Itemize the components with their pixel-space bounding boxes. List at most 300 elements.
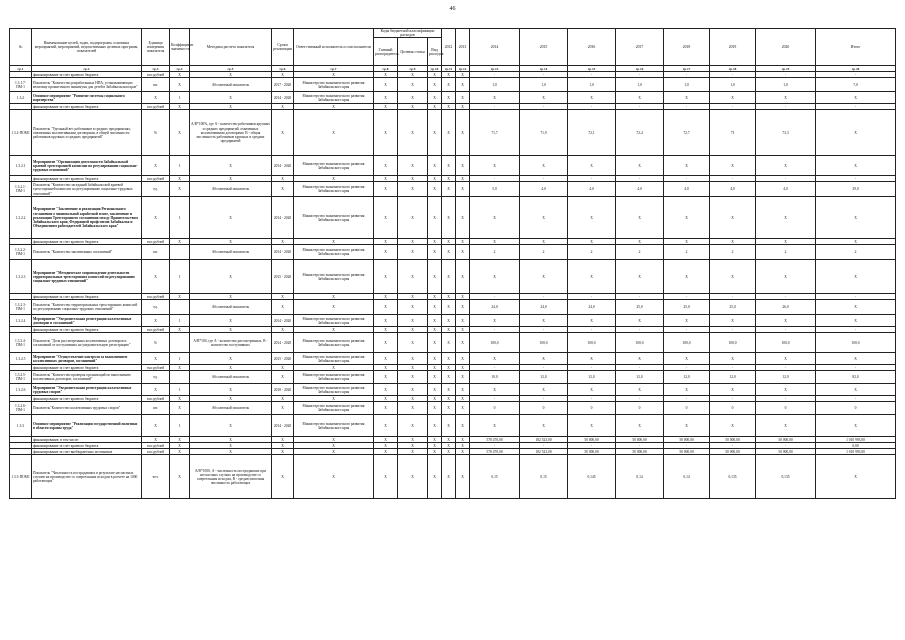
table-cell: 2 — [568, 245, 616, 260]
table-cell: 73,3 — [756, 110, 816, 156]
table-cell: 50 000,00 — [664, 437, 710, 443]
table-cell: X — [470, 353, 520, 365]
indicator-row — [10, 402, 896, 415]
table-cell: 1 — [170, 156, 190, 176]
table-cell: X — [398, 176, 428, 182]
table-cell: финансирование за счет краевого бюджета — [32, 396, 142, 402]
table-cell: X — [398, 78, 428, 92]
table-cell: 10,0 — [470, 371, 520, 384]
table-cell: X — [398, 443, 428, 449]
table-cell: 0 — [470, 402, 520, 415]
table-cell: X — [456, 455, 470, 499]
table-cell: 100,0 — [520, 333, 568, 353]
table-cell: X — [710, 315, 756, 327]
table-cell: 2014 - 2020 — [272, 92, 294, 104]
header-vr: Вид расходов — [428, 38, 442, 66]
table-cell: Министерство экономического развития Забайкальского края — [294, 415, 374, 437]
table-cell: X — [442, 156, 456, 176]
table-cell: X — [756, 353, 816, 365]
table-cell: 50 000,00 — [710, 449, 756, 455]
table-cell: X — [170, 455, 190, 499]
table-cell: X — [170, 176, 190, 182]
table-cell: X — [456, 415, 470, 437]
table-cell: X — [398, 327, 428, 333]
indicator-row — [10, 333, 896, 353]
table-cell: Министерство экономического развития Забайкальского края — [294, 371, 374, 384]
table-cell: 71,9 — [520, 110, 568, 156]
table-cell: X — [456, 300, 470, 315]
table-cell: X — [190, 384, 272, 396]
table-cell: Абсолютный показатель — [190, 402, 272, 415]
table-cell: 0,145 — [568, 455, 616, 499]
measure-row — [10, 92, 896, 104]
table-cell: финансирование за счет краевого бюджета — [32, 104, 142, 110]
table-cell: - — [470, 396, 520, 402]
table-cell: X — [374, 294, 398, 300]
table-cell: X — [428, 72, 442, 78]
table-cell: X — [190, 396, 272, 402]
table-cell: - — [710, 396, 756, 402]
table-cell: X — [442, 92, 456, 104]
table-cell: 2 — [816, 245, 896, 260]
table-cell: X — [428, 402, 442, 415]
table-cell: X — [190, 365, 272, 371]
table-cell: 1.3.2.5-ПМ-1 — [10, 371, 32, 384]
table-cell: X — [294, 449, 374, 455]
table-cell: 25,0 — [710, 300, 756, 315]
table-cell: X — [456, 365, 470, 371]
table-cell: X — [710, 156, 756, 176]
table-cell: X — [170, 365, 190, 371]
table-cell: % — [142, 333, 170, 353]
table-cell: X — [190, 92, 272, 104]
table-cell: финансирование за счет краевого бюджета — [32, 365, 142, 371]
table-cell: 0 — [568, 402, 616, 415]
table-cell: X — [398, 104, 428, 110]
header-2012: 2012 — [442, 29, 456, 66]
table-cell: 1.3.3 — [10, 415, 32, 437]
table-cell: 100,0 — [710, 333, 756, 353]
table-cell: X — [272, 449, 294, 455]
header-codes: Коды бюджетной классификации расходов — [374, 29, 442, 38]
table-cell: - — [816, 365, 896, 371]
header-unit: Единица измерения показателя — [142, 29, 170, 66]
table-cell: X — [398, 455, 428, 499]
table-cell: X — [428, 365, 442, 371]
table-cell: X — [294, 110, 374, 156]
table-cell: X — [170, 72, 190, 78]
table-cell: 1.3.2.1 — [10, 156, 32, 176]
table-cell: чел. — [142, 455, 170, 499]
indicator-row — [10, 182, 896, 197]
table-cell: X — [456, 443, 470, 449]
header-2015: 2015 — [520, 29, 568, 66]
table-cell: X — [190, 353, 272, 365]
table-cell: - — [568, 443, 616, 449]
table-cell: - — [710, 443, 756, 449]
table-cell: X — [374, 72, 398, 78]
table-cell: X — [374, 415, 398, 437]
table-cell: Показатель"Количество коллективных трудовых споров" — [32, 402, 142, 415]
header-csr: Целевая статья — [398, 38, 428, 66]
table-cell: шт. — [142, 245, 170, 260]
table-cell: X — [272, 437, 294, 443]
program-table-container — [9, 28, 895, 499]
table-cell: тыс.рублей — [142, 239, 170, 245]
table-cell: X — [190, 197, 272, 239]
table-cell: Министерство экономического развития Забайкальского края — [294, 245, 374, 260]
table-cell: X — [170, 396, 190, 402]
table-cell: 0,15 — [470, 455, 520, 499]
table-cell: - — [756, 443, 816, 449]
table-cell: X — [756, 384, 816, 396]
table-cell: - — [568, 396, 616, 402]
table-cell: 182 523,00 — [520, 449, 568, 455]
table-cell: 100,0 — [568, 333, 616, 353]
table-cell: X — [456, 176, 470, 182]
table-cell: X — [616, 156, 664, 176]
measure-row — [10, 197, 896, 239]
table-cell: - — [616, 176, 664, 182]
table-cell: X — [398, 315, 428, 327]
table-cell: 4,0 — [710, 182, 756, 197]
table-cell: - — [616, 365, 664, 371]
table-cell: ед. — [142, 371, 170, 384]
table-cell: X — [456, 110, 470, 156]
table-cell: X — [272, 396, 294, 402]
table-cell: 1.3.2.3 — [10, 260, 32, 294]
table-cell: - — [664, 294, 710, 300]
table-cell: Мероприятие "Методическое сопровождение деятельности территориальных трехсторонних комиссий по регулированию социально-трудовых отношений" — [32, 260, 142, 294]
table-cell: X — [442, 315, 456, 327]
table-cell: X — [374, 327, 398, 333]
table-cell: X — [272, 300, 294, 315]
table-cell: - — [664, 176, 710, 182]
table-cell: - — [520, 294, 568, 300]
table-cell: 1,0 — [756, 78, 816, 92]
table-cell: X — [816, 315, 896, 327]
table-cell: X — [442, 300, 456, 315]
table-cell: X — [374, 110, 398, 156]
table-cell: X — [428, 415, 442, 437]
table-cell: X — [294, 455, 374, 499]
table-cell: X — [398, 110, 428, 156]
table-cell: X — [294, 443, 374, 449]
table-cell: X — [170, 78, 190, 92]
table-cell: X — [428, 300, 442, 315]
table-cell: X — [374, 78, 398, 92]
table-cell: Показатель "Количество разработанных НПА, устанавливающих величину прожиточного минимума для детей в Забайкальском крае" — [32, 78, 142, 92]
table-cell: - — [568, 72, 616, 78]
table-cell: X — [142, 92, 170, 104]
measure-row — [10, 260, 896, 294]
table-cell: 2015 - 2020 — [272, 353, 294, 365]
table-cell: 72,4 — [616, 110, 664, 156]
table-cell: X — [428, 437, 442, 443]
table-cell: X — [398, 72, 428, 78]
table-cell: X — [616, 415, 664, 437]
table-cell: 0,14 — [616, 455, 664, 499]
table-cell: X — [664, 315, 710, 327]
table-cell: финансирование за счет краевого бюджета — [32, 176, 142, 182]
indicator-row — [10, 455, 896, 499]
table-cell: Министерство экономического развития Забайкальского края — [294, 182, 374, 197]
table-cell: - — [568, 327, 616, 333]
header-name: Наименование целей, задач, подпрограмм, основных мероприятий, мероприятий, ведомственных целевых программ, показателей — [32, 29, 142, 66]
table-cell: X — [398, 371, 428, 384]
table-cell: X — [442, 333, 456, 353]
table-cell: 73 — [710, 110, 756, 156]
table-cell: X — [456, 402, 470, 415]
table-cell: X — [170, 182, 190, 197]
table-cell: X — [442, 110, 456, 156]
table-cell: 12,0 — [664, 371, 710, 384]
table-cell: X — [816, 300, 896, 315]
table-cell: X — [456, 104, 470, 110]
table-cell: 0 — [520, 402, 568, 415]
table-cell: X — [428, 443, 442, 449]
table-cell: X — [398, 353, 428, 365]
table-cell: X — [398, 92, 428, 104]
table-cell: - — [664, 443, 710, 449]
table-cell: X — [428, 333, 442, 353]
table-cell: Показатель "Количество заседаний Забайкальской краевой трехсторонней комиссии по регулированию социально-трудовых отношений" — [32, 182, 142, 197]
table-cell: X — [442, 182, 456, 197]
table-cell: 1 — [170, 353, 190, 365]
table-cell: X — [190, 260, 272, 294]
indicator-row — [10, 371, 896, 384]
table-cell: X — [294, 396, 374, 402]
table-cell: X — [816, 384, 896, 396]
table-cell: X — [294, 300, 374, 315]
table-cell: X — [456, 353, 470, 365]
table-cell: X — [190, 72, 272, 78]
column-number-row: гр.1 гр.2 гр.3 гр.4 гр.5 гр.6 гр.7 гр.8 гр.9 гр.10 гр.11 гр.12 гр.13 гр.14 гр.15 гр.16 гр.17 гр.18 гр.19 гр.20 — [10, 66, 896, 72]
table-cell: 1 — [170, 384, 190, 396]
table-cell: X — [456, 327, 470, 333]
table-cell: X — [190, 327, 272, 333]
table-cell: X — [294, 365, 374, 371]
table-cell: X — [442, 384, 456, 396]
table-cell: X — [190, 449, 272, 455]
table-cell: X — [470, 315, 520, 327]
table-cell: - — [756, 327, 816, 333]
table-cell: X — [428, 384, 442, 396]
table-cell: - — [710, 294, 756, 300]
table-cell: X — [520, 384, 568, 396]
table-cell: X — [442, 197, 456, 239]
table-cell: X — [398, 260, 428, 294]
table-cell: - — [520, 104, 568, 110]
table-cell: 4,0 — [520, 182, 568, 197]
table-cell: - — [520, 72, 568, 78]
table-cell: 50 000,00 — [664, 449, 710, 455]
table-cell: X — [374, 156, 398, 176]
table-cell: X — [442, 327, 456, 333]
table-cell: X — [170, 437, 190, 443]
table-cell: 2 — [664, 245, 710, 260]
table-cell: - — [470, 72, 520, 78]
table-cell: - — [710, 176, 756, 182]
table-cell: А/В*100, где А - количество рассмотренных, В - количество поступивших — [190, 333, 272, 353]
table-cell: X — [170, 104, 190, 110]
table-cell: - — [520, 327, 568, 333]
table-cell: X — [568, 239, 616, 245]
table-cell: X — [294, 104, 374, 110]
table-cell: 4,0 — [756, 182, 816, 197]
header-total: Итого — [816, 29, 896, 66]
table-cell: X — [272, 239, 294, 245]
table-cell: X — [456, 315, 470, 327]
table-cell: X — [456, 92, 470, 104]
measure-row — [10, 415, 896, 437]
table-cell: X — [520, 260, 568, 294]
table-cell: Основное мероприятие "Развитие системы социального партнерства" — [32, 92, 142, 104]
table-cell: X — [398, 396, 428, 402]
table-cell: 2 — [756, 245, 816, 260]
header-2016: 2016 — [568, 29, 616, 66]
table-cell: X — [520, 315, 568, 327]
table-cell: X — [190, 315, 272, 327]
table-cell: 50 000,00 — [568, 449, 616, 455]
table-cell: 12,0 — [756, 371, 816, 384]
table-cell: - — [664, 396, 710, 402]
table-cell: Мероприятие "Уведомительная регистрация коллективных договоров и соглашений" — [32, 315, 142, 327]
table-cell: 1 — [170, 415, 190, 437]
table-cell: X — [816, 455, 896, 499]
table-cell: X — [456, 449, 470, 455]
table-cell: А/В*100%, где А - количество работников крупных и средних предприятий, охваченных коллективными договорами; В - общая численность работников крупных и средних предприятий — [190, 110, 272, 156]
table-cell: X — [710, 260, 756, 294]
table-cell: 72,1 — [568, 110, 616, 156]
table-cell: 1.3.2.6-ПМ-1 — [10, 402, 32, 415]
table-cell: 50 000,00 — [756, 437, 816, 443]
table-cell: Мероприятие "Заключение и реализация Регионального соглашения о минимальной заработной плате, заключение и реализация Трехстороннего соглашения между Правительством Забайкальского края, Федерацией профсоюзов Забайкалья и Объединением работодателей Забайкальского края" — [32, 197, 142, 239]
table-cell: тыс.рублей — [142, 294, 170, 300]
header-2013: 2013 — [456, 29, 470, 66]
table-cell: 12,0 — [568, 371, 616, 384]
table-cell: - — [520, 365, 568, 371]
table-cell: финансирование за счет краевого бюджета — [32, 72, 142, 78]
table-cell: Министерство экономического развития Забайкальского края — [294, 197, 374, 239]
table-cell: - — [616, 396, 664, 402]
table-cell: X — [756, 92, 816, 104]
table-cell: 1 010 993,00 — [816, 449, 896, 455]
table-cell: 1 — [170, 260, 190, 294]
table-cell: X — [442, 176, 456, 182]
table-cell: X — [294, 239, 374, 245]
table-cell: 0 — [664, 402, 710, 415]
table-cell: 1.3.2 — [10, 92, 32, 104]
table-header — [10, 29, 896, 72]
measure-row — [10, 353, 896, 365]
table-cell: X — [664, 353, 710, 365]
table-cell: - — [710, 72, 756, 78]
table-cell: X — [442, 449, 456, 455]
table-cell: X — [142, 437, 170, 443]
table-cell: X — [442, 104, 456, 110]
table-cell: - — [616, 327, 664, 333]
table-cell: 1,0 — [664, 78, 710, 92]
table-cell: - — [568, 176, 616, 182]
table-cell: X — [170, 294, 190, 300]
table-cell: X — [294, 437, 374, 443]
table-cell: 4,0 — [664, 182, 710, 197]
table-cell: X — [456, 294, 470, 300]
table-cell: X — [456, 260, 470, 294]
table-cell: X — [190, 437, 272, 443]
table-cell: Абсолютный показатель — [190, 371, 272, 384]
table-cell: X — [398, 182, 428, 197]
table-cell: X — [398, 365, 428, 371]
table-cell: X — [272, 294, 294, 300]
table-cell: X — [142, 315, 170, 327]
table-cell: X — [470, 197, 520, 239]
table-cell: Министерство экономического развития Забайкальского края — [294, 260, 374, 294]
table-cell: X — [398, 156, 428, 176]
table-cell: X — [520, 156, 568, 176]
table-cell: X — [428, 371, 442, 384]
table-cell: 1,0 — [616, 78, 664, 92]
table-cell: X — [428, 110, 442, 156]
table-cell: 0 — [816, 402, 896, 415]
table-cell: X — [756, 315, 816, 327]
table-cell: X — [616, 353, 664, 365]
table-cell: X — [374, 353, 398, 365]
table-cell: Показатель "Численность пострадавших в результате несчастных случаев на производстве со смертельным исходом в расчете на 1000 работающих" — [32, 455, 142, 499]
table-cell: 24,0 — [568, 300, 616, 315]
table-cell: - — [664, 365, 710, 371]
header-2020: 2020 — [756, 29, 816, 66]
table-cell: 7,0 — [816, 78, 896, 92]
table-cell: 100,0 — [616, 333, 664, 353]
header-term: Сроки реализации — [272, 29, 294, 66]
table-cell: 1 — [170, 92, 190, 104]
table-cell: - — [568, 104, 616, 110]
table-cell: 1.3.2.3-ПМ-1 — [10, 300, 32, 315]
table-cell: - — [616, 443, 664, 449]
table-cell: 2014 - 2020 — [272, 333, 294, 353]
table-cell: X — [398, 415, 428, 437]
table-cell: - — [816, 294, 896, 300]
table-cell: X — [272, 176, 294, 182]
table-cell: - — [470, 443, 520, 449]
table-cell: 50 000,00 — [568, 437, 616, 443]
table-cell: 2017 - 2020 — [272, 78, 294, 92]
table-cell: X — [616, 315, 664, 327]
table-cell: финансирование, в том числе: — [32, 437, 142, 443]
table-cell: X — [398, 333, 428, 353]
table-cell: 1.3.2.2-ПМ-1 — [10, 245, 32, 260]
table-cell: 2014 - 2020 — [272, 415, 294, 437]
table-cell: 2 — [470, 245, 520, 260]
table-cell: - — [470, 365, 520, 371]
table-cell: X — [710, 353, 756, 365]
table-cell: X — [170, 402, 190, 415]
table-cell: - — [616, 104, 664, 110]
table-cell: X — [756, 156, 816, 176]
table-cell: 1.3.2.1-ПМ-1 — [10, 182, 32, 197]
table-cell: ед. — [142, 300, 170, 315]
header-2014: 2014 — [470, 29, 520, 66]
table-cell: 100,0 — [756, 333, 816, 353]
table-cell: X — [456, 239, 470, 245]
header-2018: 2018 — [664, 29, 710, 66]
table-cell: 50 000,00 — [710, 437, 756, 443]
table-cell: X — [398, 197, 428, 239]
indicator-row — [10, 300, 896, 315]
table-cell: Министерство экономического развития Забайкальского края — [294, 78, 374, 92]
